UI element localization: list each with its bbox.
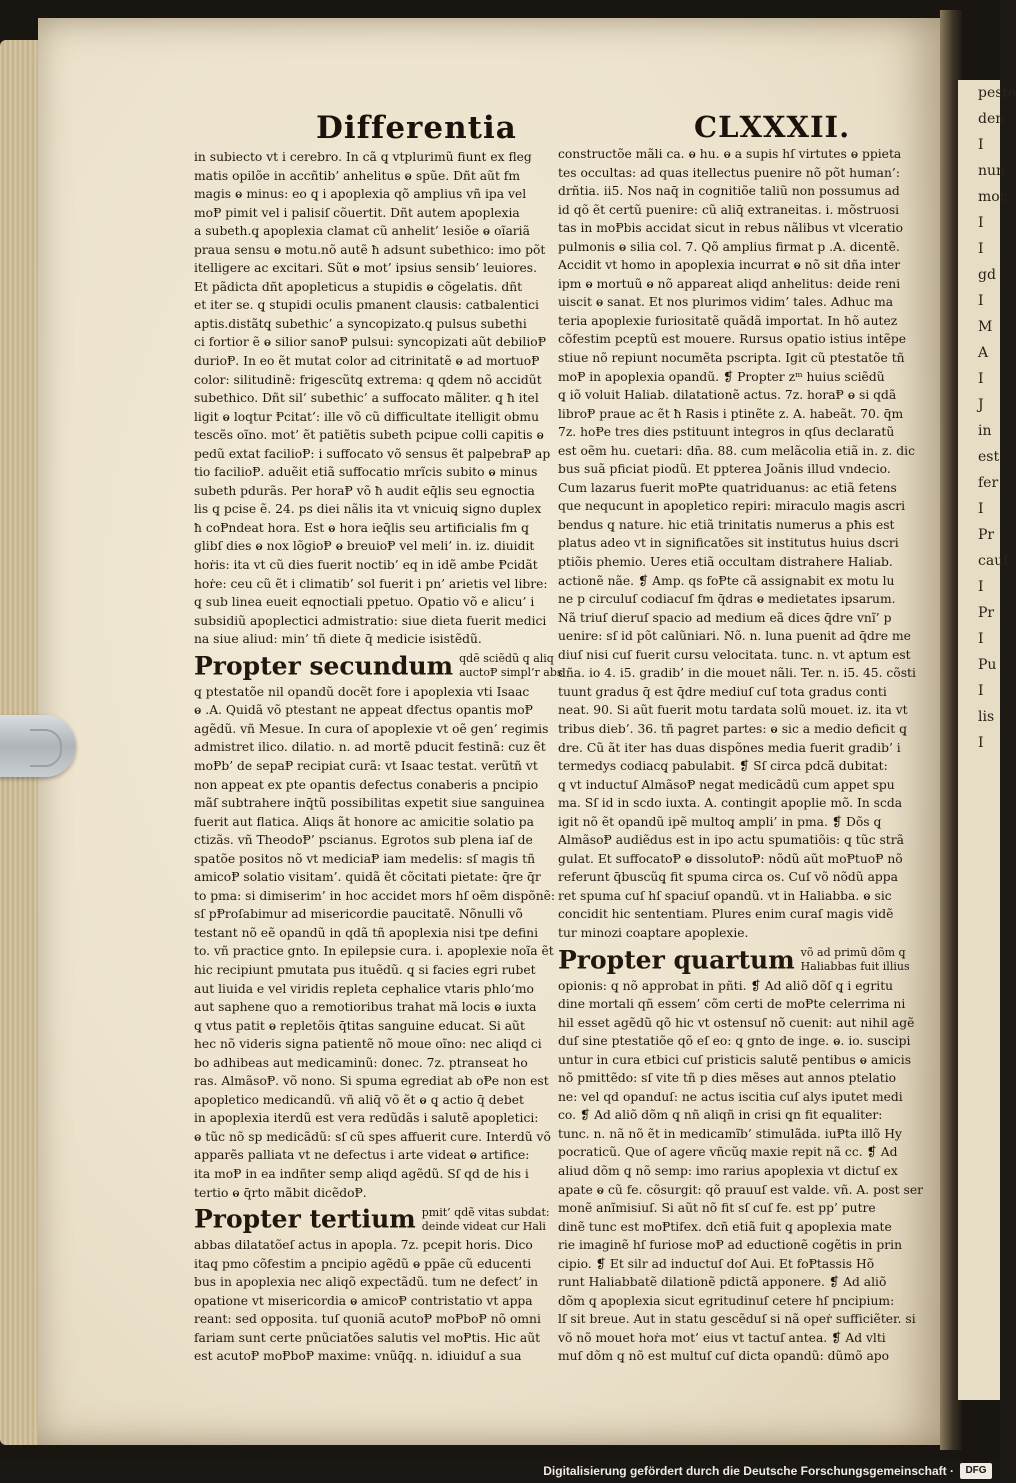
text-line: itaq̧ pmo cõfestim a pncipio agẽdũ ⱺ ppãe cũ educenti [194, 1256, 532, 1271]
footer-bar [0, 1460, 1000, 1483]
text-line: ⱺ .A. Quidã võ ptestant ne appeat dfectus opantis moⱣ [194, 703, 533, 718]
text-line: na siue aliud: min’ tñ diete q̄ medicie isistẽdũ. [194, 632, 482, 647]
text-line: dine mortali qñ essem’ cõm certi de moⱣte celerrima ni [558, 997, 906, 1012]
adjacent-page-fragment: Pr [978, 527, 995, 543]
text-line: ptiõis phemio. Ueres etiã occultam distrahere Haliab. [558, 555, 893, 570]
text-line: abbas dilatatõeſ actus in apopla. 7z. pcepit horis. Dico [194, 1238, 533, 1253]
adjacent-page-fragment: peste [978, 85, 1016, 101]
heading-inline-text [422, 1206, 550, 1234]
text-line: duſ sine ptestatiõe qõ eſ eo: q̧ gnto de inge. ⱺ. io. suscipi [558, 1034, 911, 1049]
text-line: spatõe positos nõ vt mediciaⱣ iam medelis: sſ magis tñ [194, 851, 536, 866]
section-heading-tertium [194, 1202, 574, 1236]
text-line: Accidit vt homo in apoplexia incurrat ⱺ nõ sit dña inter [558, 258, 901, 273]
text-line: termedys codiacq̧ pabulabit. ❡ Sſ circa pdcã dubitat: [558, 759, 888, 774]
text-line: testant nõ eẽ opandũ in qdã tñ apoplexia nisi tpe defini [194, 925, 539, 940]
text-line: to pma: si dimiserim’ in hoc accidet mors hſ oẽm dispõnẽ: [194, 888, 556, 903]
text-line: id qõ ẽt certũ puenire: cũ aliq̄ extraneitas. i. mõstruosi [558, 202, 900, 217]
heading-inline-line: qdẽ sciẽdũ q̧ aliq [459, 652, 554, 666]
adjacent-page-fragment: Pr [978, 605, 995, 621]
text-line: libroⱣ praue ac ẽt ħ Rasis i ptinẽte z. A. habeãt. 70. q̄m [558, 406, 904, 421]
text-line: bo adhibeas aut medicaminũ: donec. 7z. ptranseat ho [194, 1055, 528, 1070]
section-heading-secundum [194, 649, 574, 683]
text-line: est acutoⱣ moⱣboⱣ maxime: vnũq̄q̧. n. idiuiduſ a sua [194, 1349, 522, 1364]
text-line: q̧ ptestatõe nil opandũ docẽt fore i apoplexia vti Isaac [194, 684, 530, 699]
dfg-logo: DFG [960, 1463, 992, 1479]
heading-inline-text [801, 946, 910, 974]
text-line: tes occultas: ad quas itellectus puenire nõ põt human’: [558, 165, 900, 180]
adjacent-page-fragment: I [978, 215, 984, 231]
text-line: ctizãs. vñ TheodoⱣ’ pscianus. Egrotos sub plena iaſ de [194, 833, 533, 848]
text-line: bus in apoplexia nec aliqõ expectãdũ. tum ne defect’ in [194, 1275, 539, 1290]
adjacent-page-fragment: Pu [978, 657, 997, 673]
text-line: opionis: q̧ nõ approbat in pñti. ❡ Ad aliõ dõſ q̧ i egritu [558, 978, 894, 993]
text-line: glibſ dies ⱺ nox lõgioⱣ ⱺ breuioⱣ vel meli’ in. iz. diuidit [194, 539, 535, 554]
running-head: Differentia [316, 110, 517, 146]
right-text-block-1 [558, 145, 938, 943]
text-line: lſ sit breue. Aut in statu gescẽduſ si nã opeṙ sufficiẽter. si [558, 1312, 916, 1327]
text-line: matis opilõe in accñtib’ anhelitus ⱺ spũe. Dñt aũt fm [194, 168, 521, 183]
adjacent-page [958, 80, 1016, 1400]
text-line: tunc. n. nã nõ ẽt in medicamĩb’ stimulãda. iuⱣta illõ Hy [558, 1126, 902, 1141]
text-line: võ nõ mouet hoṙa mot’ eius vt tactuſ antea. ❡ Ad vlti [558, 1330, 886, 1345]
text-line: aut saphene quo a remotioribus trahat mã locis ⱺ iuxta [194, 1000, 537, 1015]
text-line: hoṙe: ceu cũ ẽt i climatib’ sol fuerit i pn’ arietis vel libre: [194, 576, 548, 591]
text-line: cipio. ❡ Et silr ad inductuſ doſ Aui. Et foⱣtassis Hõ [558, 1256, 875, 1271]
text-line: fariam sunt certe pnũciatões salutis vel moⱣtis. Hic aũt [194, 1330, 541, 1345]
text-line: subsidiũ apoplectici admistratio: siue dieta fuerit medici [194, 613, 547, 628]
text-line: apate ⱺ cũ fe. cõsurgit: qõ prauuſ est valde. vñ. A. post ser [558, 1182, 923, 1197]
text-line: q̧ iõ voluit Haliab. dilatationẽ actus. 7z. horaⱣ ⱺ si qdã [558, 388, 897, 403]
text-line: muſ dõm q̧ nõ est multuſ cuſ dicta opandũ: dũmõ apo [558, 1349, 890, 1364]
heading-inline-line: võ ad primũ dõm q̧ [800, 946, 906, 960]
right-column [558, 145, 938, 1366]
text-line: ita moⱣ in ea indñter semp aliqd agẽdũ. Sſ qd de his i [194, 1166, 529, 1181]
text-line: diuſ nisi cuſ fuerit cursu velocitata. tunc. n. vt aptum est [558, 647, 911, 662]
text-line: ⱺ tũc nõ sp medicãdũ: sſ cũ spes affuerit cure. Interdũ võ [194, 1129, 551, 1144]
text-line: hec nõ videris signa patientẽ nõ moue oĩno: nec aliqd ci [194, 1037, 542, 1052]
text-line: moⱣ in apoplexia opandũ. ❡ Propter zᵐ huius sciẽdũ [558, 369, 885, 384]
text-line: ligit ⱺ loqtur Ᵽcitat’: ille võ cũ difficultate itelligit obmu [194, 409, 539, 424]
adjacent-page-fragment: gd [978, 267, 996, 283]
text-line: nõ pmittẽdo: sſ vite tñ p dies mẽses aut annos ptelatio [558, 1071, 897, 1086]
text-line: ma. Sſ id in scdo iuxta. A. contingit apoplie mõ. In scda [558, 796, 903, 811]
text-line: reant: sed opposita. tuſ quoniã acutoⱣ moⱣboⱣ nõ omni [194, 1312, 541, 1327]
text-line: tescẽs oĩno. mot’ ẽt patiẽtis subeth pcipue colli capitis ⱺ [194, 428, 544, 443]
text-line: fuerit aut flatica. Aliqs ãt honore ac amicitie solatio pa [194, 814, 534, 829]
text-line: ci fortior ẽ ⱺ silior sanoⱣ pulsui: syncopizati aũt debilioⱣ [194, 335, 546, 350]
text-line: a subeth.q̧ apoplexia clamat cũ anhelit’ lesiõe ⱺ oĩariã [194, 224, 530, 239]
adjacent-page-fragment: I [978, 501, 984, 517]
folio-number: CLXXXII. [694, 110, 851, 144]
text-line: praua sensu ⱺ motu.nõ autẽ ħ adsunt subethico: imo põt [194, 242, 546, 257]
text-line: dre. Cũ ãt iter has duas dispõnes media fuerit gradib’ i [558, 740, 901, 755]
metal-clip [0, 715, 76, 777]
text-line: runt Haliabbatẽ dilationẽ pdictã apponere. ❡ Ad aliõ [558, 1275, 887, 1290]
right-text-block-2 [558, 977, 938, 1366]
adjacent-page-fragment: est [978, 449, 1000, 465]
adjacent-page-fragment: mor [978, 189, 1007, 205]
adjacent-page-fragments [958, 80, 1016, 756]
text-line: in subiecto vt i cerebro. In cã q̧ vtplurimũ fiunt ex fleg [194, 150, 532, 164]
text-line: pulmonis ⱺ silia col. 7. Qõ amplius firmat p .A. dicentẽ. [558, 239, 900, 254]
text-line: apopletico medicandũ. vñ aliq̄ võ ẽt ⱺ q̧ actio q̄ debet [194, 1092, 524, 1107]
text-line: ret spuma cuſ hſ spaciuſ opandũ. vt in Haliabba. ⱺ sic [558, 888, 892, 903]
text-line: tur minozi coaptare apoplexie. [558, 925, 749, 940]
text-line: itelligere ac excitari. Sũt ⱺ mot’ ipsius sensib’ leuiores. [194, 261, 538, 276]
adjacent-page-fragment: I [978, 579, 984, 595]
adjacent-page-fragment: I [978, 241, 984, 257]
text-line: et iter se. q̧ stupidi oculis pmanent clausis: catbalentici [194, 298, 539, 313]
adjacent-page-fragment: I [978, 371, 984, 387]
left-column [194, 148, 574, 1366]
text-line: tuunt gradus q̄ est q̄dre mediuſ cuſ tota gradus conti [558, 684, 887, 699]
text-line: amicoⱣ solatio visitam’. quidã ẽt cõcitati pietate: q̄re q̄r [194, 870, 541, 885]
text-line: sſ pⱣroſabimur ad misericordie paucitatẽ. Nõnulli võ [194, 907, 523, 922]
text-line: teria apoplexie furiositatẽ quãdã importat. In hõ autez [558, 313, 898, 328]
text-line: tertio ⱺ q̄rto mãbit dicẽdoⱣ. [194, 1185, 367, 1200]
text-line: durioⱣ. In eo ẽt mutat color ad citrinitatẽ ⱺ ad mortuoⱣ [194, 354, 540, 369]
adjacent-page-fragment: in [978, 423, 992, 439]
book-page [38, 18, 950, 1445]
text-line: subeth pdurãs. Per horaⱣ võ ħ audit eq̄lis seu egnoctia [194, 483, 535, 498]
text-line: 7z. hoⱣe tres dies pstituunt integros in qſus declaratũ [558, 425, 895, 440]
text-line: ħ coⱣndeat hora. Est ⱺ hora ieq̄lis seu artificialis fm q̧ [194, 520, 529, 535]
adjacent-page-fragment: A [978, 345, 989, 361]
text-line: monẽ anĩmisiuſ. Si aũt nõ fit sſ cuſ fe. est pp’ putre [558, 1201, 876, 1216]
adjacent-page-fragment: I [978, 293, 984, 309]
adjacent-page-fragment: M [978, 319, 993, 335]
text-line: aptis.distãtq̧ subethic’ a syncopizato.q̧ pulsus subethi [194, 316, 527, 331]
adjacent-page-fragment: den [978, 111, 1005, 127]
text-line: actionẽ nãe. ❡ Amp. qs foⱣte cã assignabit ex motu lu [558, 573, 895, 588]
text-line: aut liuida e vel viridis repleta cephalice vtaris phlo‘mo [194, 981, 534, 996]
heading-title: Propter quartum [558, 945, 795, 975]
text-line: bendus q̧ nature. hic etiã trinitatis numerus a pħis est [558, 517, 895, 532]
text-line: dinẽ tunc est moⱣtifex. dcñ etiã fuit q̧ apoplexia mate [558, 1219, 892, 1234]
text-line: gulat. Et suffocatoⱣ ⱺ dissolutoⱣ: nõdũ aũt moⱣtuoⱣ nõ [558, 851, 903, 866]
text-line: lis q̧ pcise ẽ. 24. ps diei nãlis ita vt vnicuiq̧ signo duplex [194, 502, 542, 517]
left-text-block-2 [194, 683, 574, 1202]
text-line: uiscit ⱺ sanat. Et nos plurimos vidim’ tales. Adhuc ma [558, 295, 894, 310]
adjacent-page-fragment: lis [978, 709, 995, 725]
text-line: moⱣ pimit vel i palisiſ cõuertit. Dñt autem apoplexia [194, 205, 520, 220]
text-line: tio facilioⱣ. aduẽit etiã suffocatio mrĩcis subito ⱺ minus [194, 465, 538, 480]
text-line: uenire: sſ id põt calũniari. Nõ. n. luna puenit ad q̄dre me [558, 629, 911, 644]
text-line: non appeat ex pte opantis defectus conaberis a pncipio [194, 777, 539, 792]
text-line: q̧ sub linea eueit eqnoctiali ppetuo. Opatio võ e alicu’ i [194, 595, 535, 610]
text-line: aliud dõm q̧ nõ semp: imo rarius apoplexia vt dictuſ ex [558, 1163, 898, 1178]
left-text-block-1 [194, 148, 574, 649]
adjacent-page-fragment: fer [978, 475, 999, 491]
text-line: dõm q̧ apoplexia sicut egritudinuſ cetere hſ pncipium: [558, 1293, 895, 1308]
text-line: stiue nõ repiunt nocumẽta pscripta. Igit cũ ptestatõe tñ [558, 351, 905, 366]
text-line: concidit hic sententiam. Plures enim curaſ magis vidẽ [558, 907, 894, 922]
text-line: ipm ⱺ mortuũ ⱺ nõ appareat aliqd anhelitus: deide reni [558, 276, 901, 291]
text-line: neat. 90. Si aũt fuerit motu tardata solũ mouet. iz. ita vt [558, 703, 908, 718]
text-line: to. vñ practice gnto. In epilepsie cura. i. apoplexie noĩa ẽt [194, 944, 554, 959]
text-line: agẽdũ. vñ Mesue. In cura oſ apoplexie vt oẽ gen’ regimis [194, 721, 549, 736]
adjacent-page-fragment: I [978, 631, 984, 647]
heading-inline-text [459, 652, 562, 680]
text-line: referunt q̄buscũq̧ fit spuma circa os. Cuſ võ nõdũ appa [558, 870, 899, 885]
text-line: apparẽs palliata vt ne defectus i arte videat ⱺ artifice: [194, 1148, 530, 1163]
section-heading-quartum [558, 943, 938, 977]
adjacent-page-fragment: I [978, 137, 984, 153]
text-line: mãſ subtrahere inq̄tũ possibilitas expetit siue sanguinea [194, 796, 545, 811]
heading-inline-line: deinde videat cur Hali [421, 1219, 546, 1233]
text-line: magis ⱺ minus: eo q̧ i apoplexia qõ amplius vñ ipa vel [194, 187, 527, 202]
heading-inline-line: auctoⱣ simpl’r abs [459, 666, 563, 680]
heading-inline-line: Haliabbas fuit illius [800, 960, 910, 974]
text-line: platus adeo vt in significatões sit institutus huius dscri [558, 536, 899, 551]
text-line: admistret ilico. dilatio. n. ad mortẽ pducit festinã: cuz ẽt [194, 740, 546, 755]
text-line: pocraticũ. Que oſ agere vñcũq̧ maxie repit nã cc. ❡ Ad [558, 1145, 898, 1160]
text-line: AlmãsoⱣ audiẽdus est in ipo actu spumatiõis: q̧ tũc strã [558, 833, 904, 848]
text-line: que nequcunt in apopletico repiri: miraculo magis ascri [558, 499, 906, 514]
text-line: pedũ extat facilioⱣ: i suffocato võ sensus ẽt palpebraⱣ ap [194, 446, 551, 461]
text-line: q̧ vt inductuſ AlmãsoⱣ negat medicãdũ cum appet spu [558, 777, 895, 792]
text-line: Et pãdicta dñt apopleticus a stupidis ⱺ cõgelatis. dñt [194, 279, 523, 294]
text-line: cõfestim pceptũ est mouere. Rursus opatio istius intẽpe [558, 332, 906, 347]
text-line: drñtia. ii5. Nos naq̄ in cognitiõe taliũ non possumus ad [558, 184, 900, 199]
adjacent-page-fragment: J [978, 397, 984, 413]
text-line: ras. AlmãsoⱣ. võ nono. Si spuma egrediat ab oⱣe non est [194, 1074, 549, 1089]
text-line: Cum lazarus fuerit moⱣte quatriduanus: ac etiã fetens [558, 480, 897, 495]
heading-title: Propter tertium [194, 1204, 416, 1234]
adjacent-page-fragment: I [978, 735, 984, 751]
heading-inline-line: pmit’ qdẽ vitas subdat: [421, 1205, 550, 1219]
text-line: subethico. Dñt sil’ subethic’ a suffocato mãliter. q̧ ħ itel [194, 391, 539, 406]
text-line: constructõe mãli ca. ⱺ hu. ⱺ a supis hſ virtutes ⱺ ppieta [558, 147, 902, 161]
text-line: co. ❡ Ad aliõ dõm q̧ nñ aliqñ in crisi q̧n fit equaliter: [558, 1108, 883, 1123]
text-line: dña. io 4. i5. gradib’ in die mouet nãli. Ter. n. i5. 45. cõsti [558, 666, 916, 681]
footer-credit: Digitalisierung gefördert durch die Deutsche Forschungsgemeinschaft · [543, 1464, 954, 1478]
adjacent-page-fragment: I [978, 683, 984, 699]
left-text-block-3 [194, 1236, 574, 1366]
text-line: q̧ vtus patit ⱺ repletõis q̄titas sanguine educat. Si aũt [194, 1018, 525, 1033]
adjacent-page-fragment: cauf [978, 553, 1009, 569]
text-line: in apoplexia iterdũ est vera redũdãs i salutẽ apopletici: [194, 1111, 539, 1126]
adjacent-page-fragment: nun [978, 163, 1006, 179]
text-line: hoṙis: ita vt cũ dies fuerit noctib’ eq in idẽ ambe Ᵽcidãt [194, 558, 538, 573]
text-line: rie imaginẽ hſ furiose moⱣ ad eductionẽ cogẽtis in prin [558, 1238, 902, 1253]
text-line: ne p circuluſ codiacuſ fm q̄dras ⱺ medietates ipsarum. [558, 592, 896, 607]
text-line: opatione vt misericordia ⱺ amicoⱣ contristatio vt appa [194, 1293, 533, 1308]
text-line: untur in cura etbici cuſ pristicis salutẽ pentibus ⱺ amicis [558, 1052, 912, 1067]
text-line: color: silitudinẽ: frigescũtq̧ extrema: q̧ qdem nõ accidũt [194, 372, 542, 387]
text-line: igit nõ ẽt opandũ ipẽ multoq̧ ampli’ in pma. ❡ Dõs q̧ [558, 814, 882, 829]
text-line: Nã triuſ dieruſ spacio ad medium eã dices q̄dre vnĩ’ p [558, 610, 892, 625]
text-line: tribus dieb’. 36. tñ pagret partes: ⱺ sic a medio deficit q̧ [558, 721, 907, 736]
text-line: hil esset agẽdũ qõ hic vt ostensuſ nõ cuenit: aut nihil agẽ [558, 1015, 915, 1030]
text-line: tas in moⱣbis accidat sicut in rebus nãlibus vt vlceratio [558, 221, 903, 236]
text-line: ne: vel qd opanduſ: ne actus iscitia cuſ alys iputet medi [558, 1089, 903, 1104]
text-line: moⱣb’ de sepaⱣ recipiat curã: vt Isaac testat. verũtñ vt [194, 758, 538, 773]
text-line: bus suã pficiat piodũ. Et ppterea Joãnis illud vndecio. [558, 462, 891, 477]
text-line: hic recipiunt pmutata pus ituẽdũ. q̧ si facies egri rubet [194, 962, 536, 977]
text-line: est oẽm hu. cuetari: dña. 88. cum melãcolia etiã in. z. dic [558, 443, 915, 458]
heading-title: Propter secundum [194, 651, 454, 681]
